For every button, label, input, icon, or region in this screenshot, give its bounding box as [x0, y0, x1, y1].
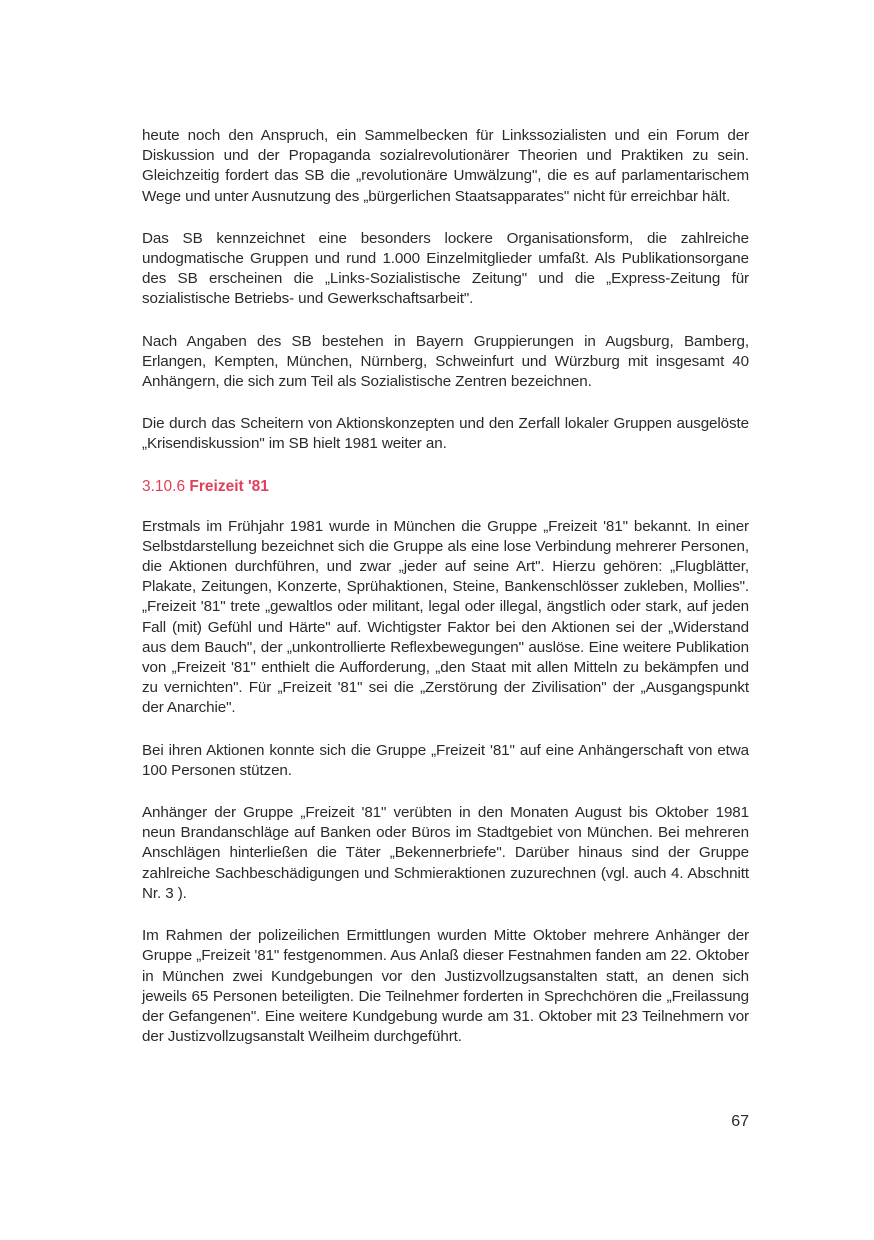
document-page	[142, 126, 749, 1069]
paragraph-freizeit-supporters: Bei ihren Aktionen konnte sich die Gruppe „Freizeit '81" auf eine Anhängerschaft von etwa 100 Personen stützen.	[142, 741, 749, 779]
paragraph-freizeit-arrests: Im Rahmen der polizeilichen Ermittlungen wurden Mitte Oktober mehrere Anhänger der Gruppe „Freizeit '81" festgenommen. Aus Anlaß dieser Festnahmen fanden am 22. Oktober in München zwei Kundgebungen vor den Justizvollzugsanstalten statt, an denen sich jeweils 65 Personen beteiligten. Die Teilnehmer forderten in Sprechchören die „Freilassung der Gefangenen". Eine weitere Kundgebung wurde am 31. Oktober mit 23 Teilnehmern vor der Justizvollzugsanstalt Weilheim durchgeführt.	[142, 927, 749, 1046]
paragraph-freizeit-attacks: Anhänger der Gruppe „Freizeit '81" verübten in den Monaten August bis Oktober 1981 neun Brandanschläge auf Banken oder Büros im Stadtgebiet von München. Bei mehreren Anschlägen hinterließen die Täter „Bekennerbriefe". Darüber hinaus sind der Gruppe zahlreiche Sachbeschädigungen und Schmieraktionen zuzurechnen (vgl. auch 4. Abschnitt Nr. 3 ).	[142, 804, 749, 902]
paragraph-sb-bavaria-groups: Nach Angaben des SB bestehen in Bayern Gruppierungen in Augsburg, Bamberg, Erlangen, Kempten, München, Nürnberg, Schweinfurt und Würzburg mit insgesamt 40 Anhängern, die sich zum Teil als Sozialistische Zentren bezeichnen.	[142, 332, 749, 391]
page-number: 67	[731, 1113, 749, 1130]
section-number: 3.10.6	[142, 477, 186, 495]
paragraph-sb-crisis: Die durch das Scheitern von Aktionskonzepten und den Zerfall lokaler Gruppen ausgelöste „Krisendiskussion" im SB hielt 1981 weiter an.	[142, 415, 749, 453]
section-title: Freizeit '81	[189, 477, 269, 495]
paragraph-freizeit-intro: Erstmals im Frühjahr 1981 wurde in München die Gruppe „Freizeit '81" bekannt. In einer Selbstdarstellung bezeichnet sich die Gruppe als eine lose Verbindung mehrerer Personen, die Aktionen durchführen, und zwar „jeder auf seine Art". Hierzu gehören: „Flugblätter, Plakate, Zeitungen, Konzerte, Sprühaktionen, Steine, Bankenschlösser zukleben, Mollies". „Freizeit '81" trete „gewaltlos oder militant, legal oder illegal, ängstlich oder stark, auf jeden Fall (mit) Gefühl und Härte" auf. Wichtigster Faktor bei den Aktionen sei der „Widerstand aus dem Bauch", der „unkontrollierte Reflexbewegungen" auslöse. Eine weitere Publikation von „Freizeit '81" enthielt die Aufforderung, „den Staat mit allen Mitteln zu bekämpfen und zu vernichten". Für „Freizeit '81" sei die „Zerstörung der Zivilisation" der „Ausgangspunkt der Anarchie".	[142, 517, 749, 717]
paragraph-sb-organisation: Das SB kennzeichnet eine besonders lockere Organisationsform, die zahlreiche undogmatische Gruppen und rund 1.000 Einzelmitglieder umfaßt. Als Publikationsorgane des SB erscheinen die „Links-Sozialistische Zeitung" und die „Express-Zeitung für sozialistische Betriebs- und Gewerkschaftsarbeit".	[142, 229, 749, 308]
paragraph-sb-claim: heute noch den Anspruch, ein Sammelbecken für Linkssozialisten und ein Forum der Diskussion und der Propaganda sozialrevolutionärer Theorien und Praktiken zu sein. Gleichzeitig fordert das SB die „revolutionäre Umwälzung", die es auf parlamentarischem Wege und unter Ausnutzung des „bürgerlichen Staatsapparates" nicht für erreichbar hält.	[142, 127, 749, 205]
section-heading	[142, 477, 749, 497]
